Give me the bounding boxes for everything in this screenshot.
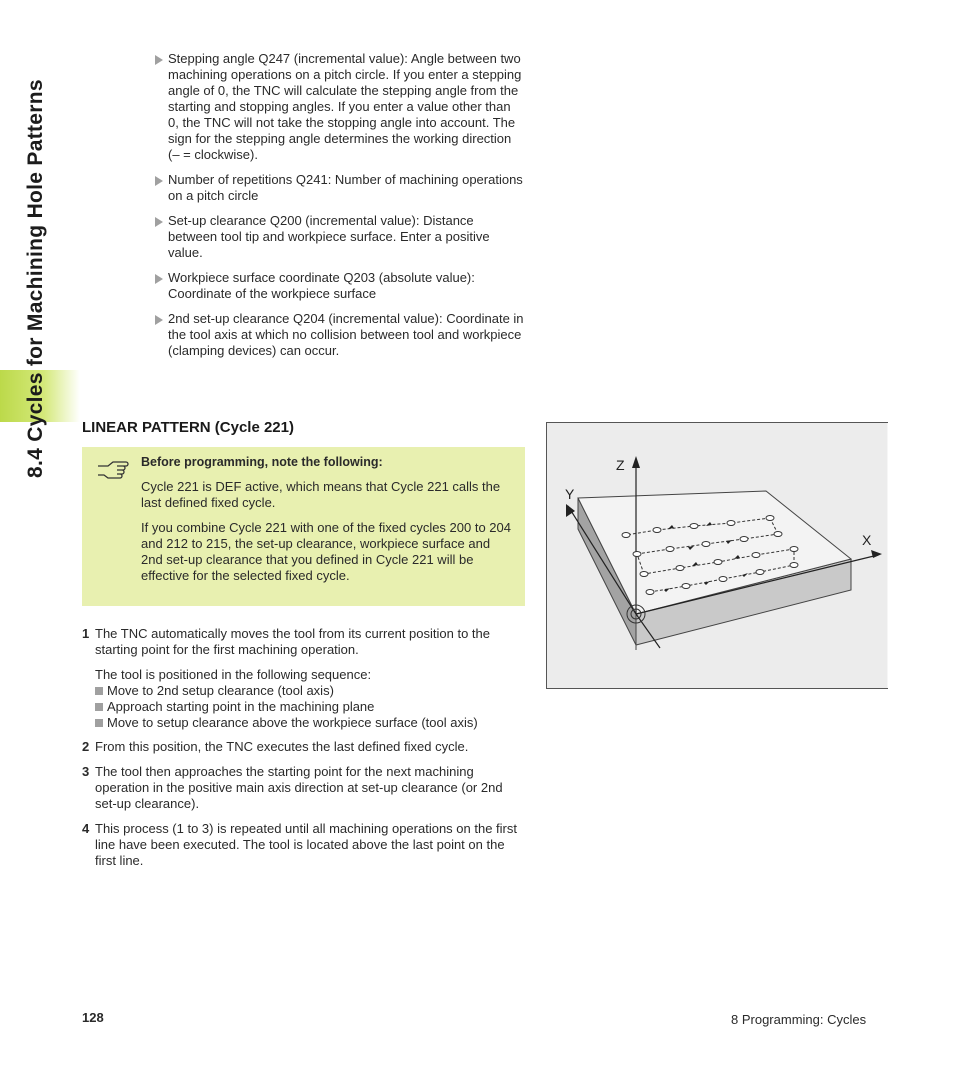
square-bullet-icon: [95, 687, 103, 695]
sequence-intro: The tool is positioned in the following sequence:: [95, 667, 372, 682]
list-item: [155, 311, 525, 359]
axis-label-y: Y: [565, 486, 575, 502]
step-number: 2: [82, 739, 90, 754]
sequence-item: Move to 2nd setup clearance (tool axis): [95, 683, 526, 699]
triangle-bullet-icon: [155, 217, 163, 227]
note-box: [82, 447, 525, 606]
axis-label-x: X: [862, 532, 872, 548]
square-bullet-icon: [95, 703, 103, 711]
parameter-list: [155, 51, 525, 368]
note-text: [141, 454, 511, 593]
list-item-text: 2nd set-up clearance Q204 (incremental value): Coordinate in the tool axis at which no collision between tool and workpiece (clamping devices) can occur.: [168, 311, 524, 358]
triangle-bullet-icon: [155, 274, 163, 284]
step-item: [82, 764, 526, 812]
section-heading: LINEAR PATTERN (Cycle 221): [82, 419, 294, 436]
note-title: Before programming, note the following:: [141, 455, 383, 469]
sequence-item: Move to setup clearance above the workpiece surface (tool axis): [95, 715, 526, 731]
page-number: 128: [82, 1010, 104, 1025]
triangle-bullet-icon: [155, 55, 163, 65]
step-number: 4: [82, 821, 90, 836]
step-text: This process (1 to 3) is repeated until all machining operations on the first line have been executed. The tool is located above the last point on the first line.: [95, 821, 517, 868]
step-text: From this position, the TNC executes the last defined fixed cycle.: [95, 739, 469, 754]
list-item-text: Workpiece surface coordinate Q203 (absolute value): Coordinate of the workpiece surface: [168, 270, 475, 301]
list-item: [155, 270, 525, 302]
procedure-steps: [82, 626, 526, 878]
step-number: 1: [82, 626, 90, 641]
triangle-bullet-icon: [155, 315, 163, 325]
square-bullet-icon: [95, 719, 103, 727]
step-text: The TNC automatically moves the tool from its current position to the starting point for the first machining operation.: [95, 626, 490, 657]
list-item: [155, 213, 525, 261]
step-item: [82, 626, 526, 731]
pointing-hand-icon: [96, 457, 130, 483]
step-text: The tool then approaches the starting point for the next machining operation in the positive main axis direction at set-up clearance (or 2nd set-up clearance).: [95, 764, 503, 811]
step-item: [82, 821, 526, 869]
list-item-text: Stepping angle Q247 (incremental value): Angle between two machining operations on a pitch circle. If you enter a stepping angle of 0, the TNC will calculate the stepping angle from the starting and stopping angles. If you enter a value other than 0, the TNC will not take the stopping angle into account. The sign for the stepping angle determines the working direction (– = clockwise).: [168, 51, 522, 162]
step-sequence: [95, 667, 526, 731]
list-item: [155, 51, 525, 163]
sequence-item: Approach starting point in the machining plane: [95, 699, 526, 715]
step-item: [82, 739, 526, 755]
list-item: [155, 172, 525, 204]
note-paragraph: Cycle 221 is DEF active, which means that Cycle 221 calls the last defined fixed cycle.: [141, 479, 501, 510]
linear-pattern-figure: [546, 422, 888, 689]
list-item-text: Set-up clearance Q200 (incremental value): Distance between tool tip and workpiece surface. Enter a positive value.: [168, 213, 490, 260]
step-number: 3: [82, 764, 90, 779]
footer-chapter: 8 Programming: Cycles: [731, 1012, 867, 1027]
axis-label-z: Z: [616, 457, 625, 473]
list-item-text: Number of repetitions Q241: Number of machining operations on a pitch circle: [168, 172, 523, 203]
note-paragraph: If you combine Cycle 221 with one of the fixed cycles 200 to 204 and 212 to 215, the set-up clearance, workpiece surface and 2nd set-up clearance that you defined in Cycle 221 will be effective for the selected fixed cycle.: [141, 520, 511, 583]
section-side-title: 8.4 Cycles for Machining Hole Patterns: [24, 79, 47, 478]
triangle-bullet-icon: [155, 176, 163, 186]
